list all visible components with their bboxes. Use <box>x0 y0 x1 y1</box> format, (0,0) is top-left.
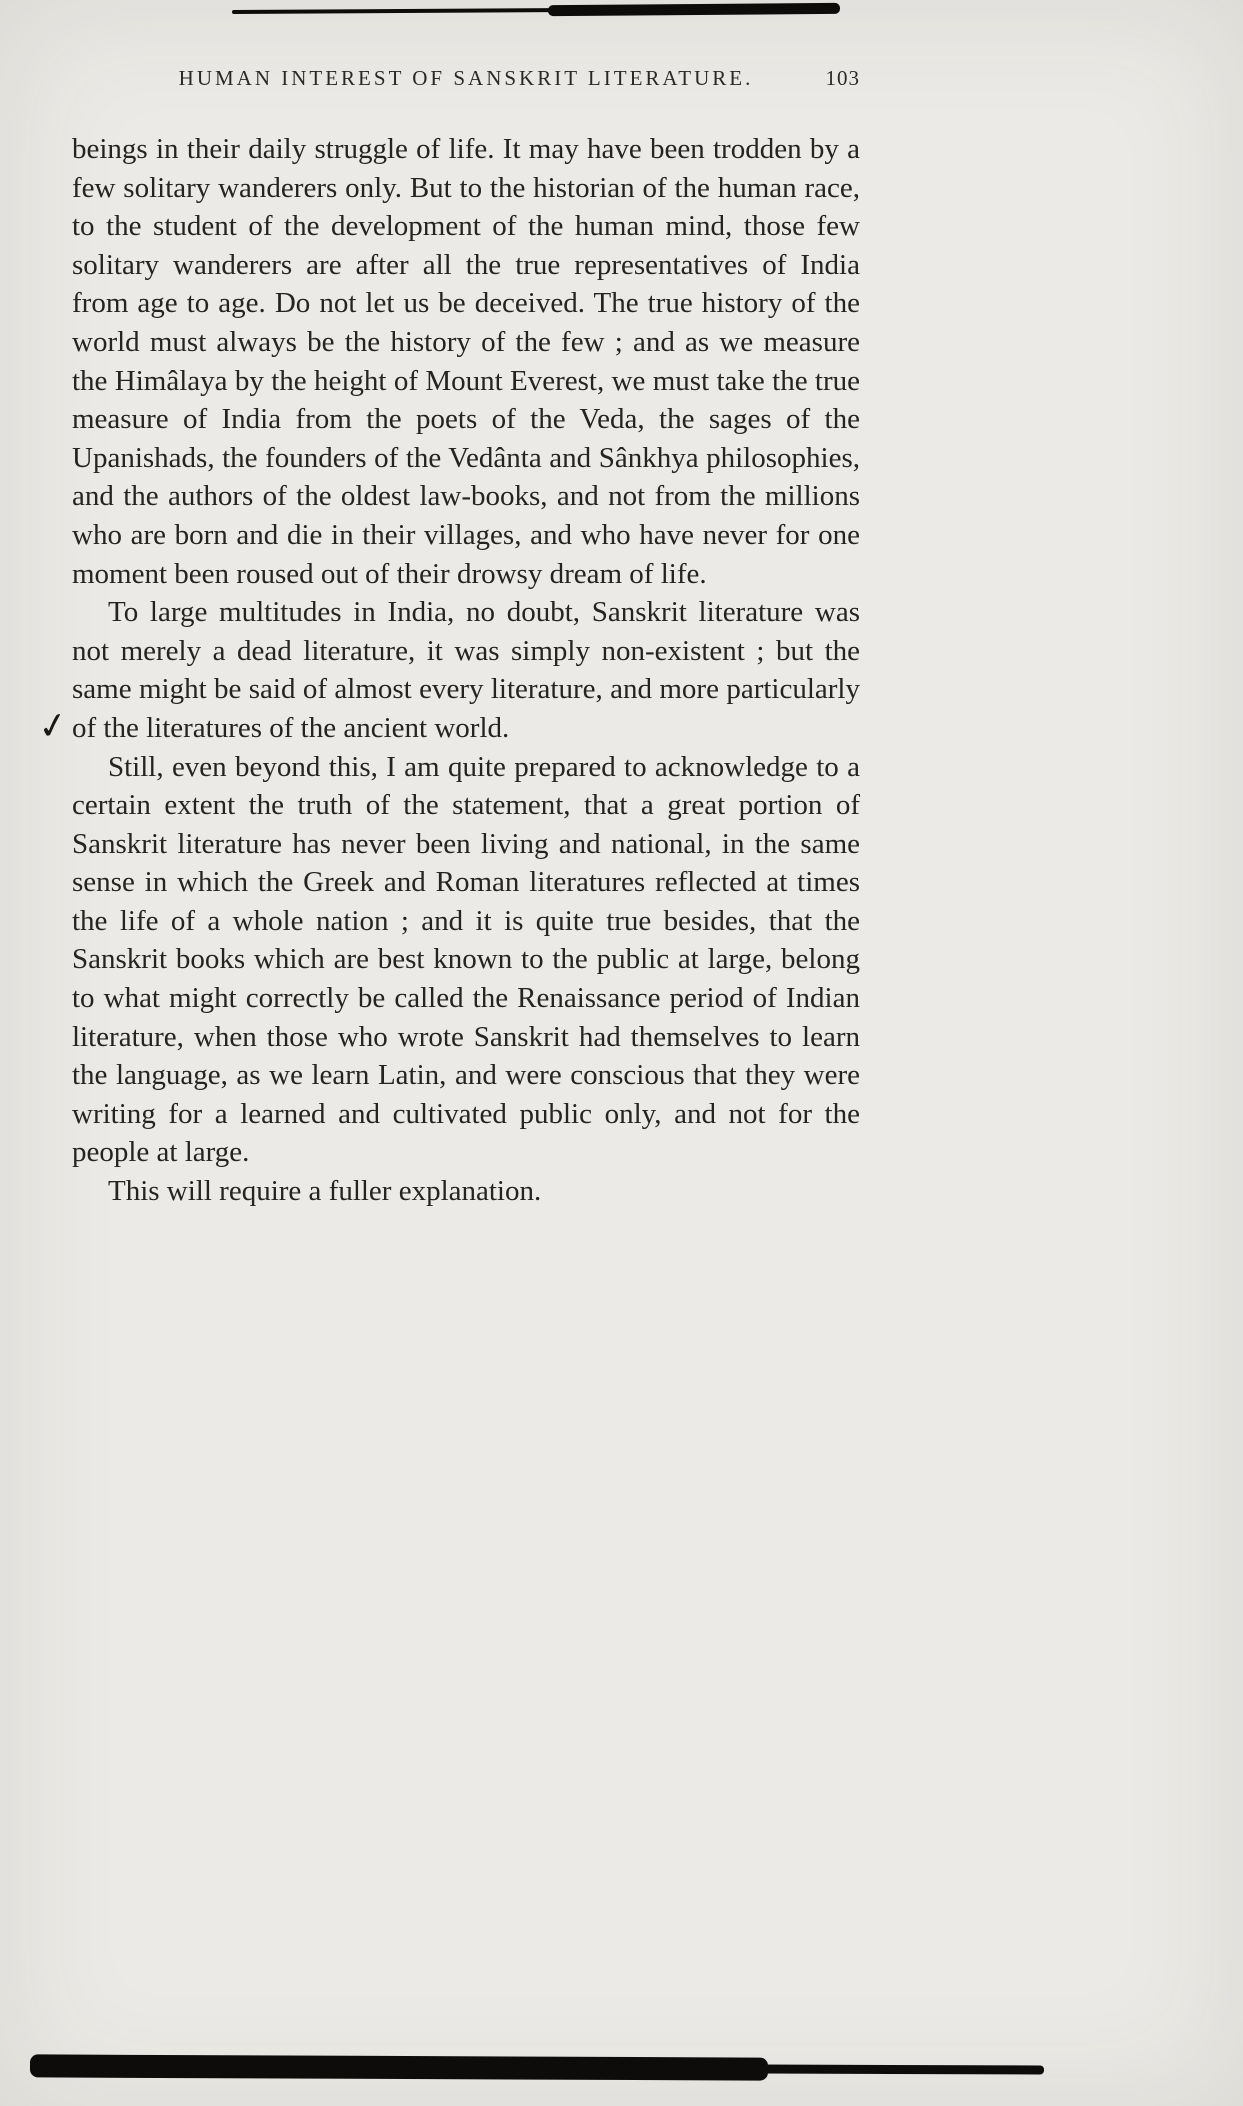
paragraph-continuation: beings in their daily struggle of life. It may have been trodden by a few solitary wanderers only. But to the historian of the human race, to the student of the development of the human mind, those few solitary wanderers are after all the true representatives of India from age to age. Do not let us be deceived. The true history of the world must always be the history of the few ; and as we measure the Himâlaya by the height of Mount Everest, we must take the true measure of India from the poets of the Veda, the sages of the Upanishads, the founders of the Vedânta and Sânkhya philosophies, and the authors of the oldest law-books, and not from the millions who are born and die in their villages, and who have never for one moment been roused out of their drowsy dream of life. <box>72 133 860 590</box>
page-number: 103 <box>825 66 860 90</box>
paragraph-marked: To large multitudes in India, no doubt, Sanskrit literature was not merely a dead literature, it was simply non-existent ; but the same might be said of almost every literature, and more particularly of the literatures of the ancient world. <box>72 596 860 744</box>
paragraph: Still, even beyond this, I am quite prepared to acknowledge to a certain extent the truth of the statement, that a great portion of Sanskrit literature has never been living and national, in the same sense in which the Greek and Roman literatures reflected at times the life of a whole nation ; and it is quite true besides, that the Sanskrit books which are best known to the public at large, belong to what might correctly be called the Renaissance period of Indian literature, when those who wrote Sanskrit had themselves to learn the language, as we learn Latin, and were conscious that they were writing for a learned and cultivated public only, and not for the people at large. <box>72 750 860 1169</box>
running-header <box>72 66 860 91</box>
scan-artifact-bottom-line <box>752 2064 1044 2074</box>
body-text <box>72 130 860 1211</box>
running-title: HUMAN INTEREST OF SANSKRIT LITERATURE. <box>178 66 754 90</box>
scan-artifact-top-bar <box>548 3 840 16</box>
scan-artifact-top-line <box>232 8 572 14</box>
scan-artifact-bottom-bar <box>30 2054 768 2080</box>
paragraph-closing: This will require a fuller explanation. <box>108 1175 542 1208</box>
margin-check-mark-icon: ✓ <box>34 703 72 750</box>
